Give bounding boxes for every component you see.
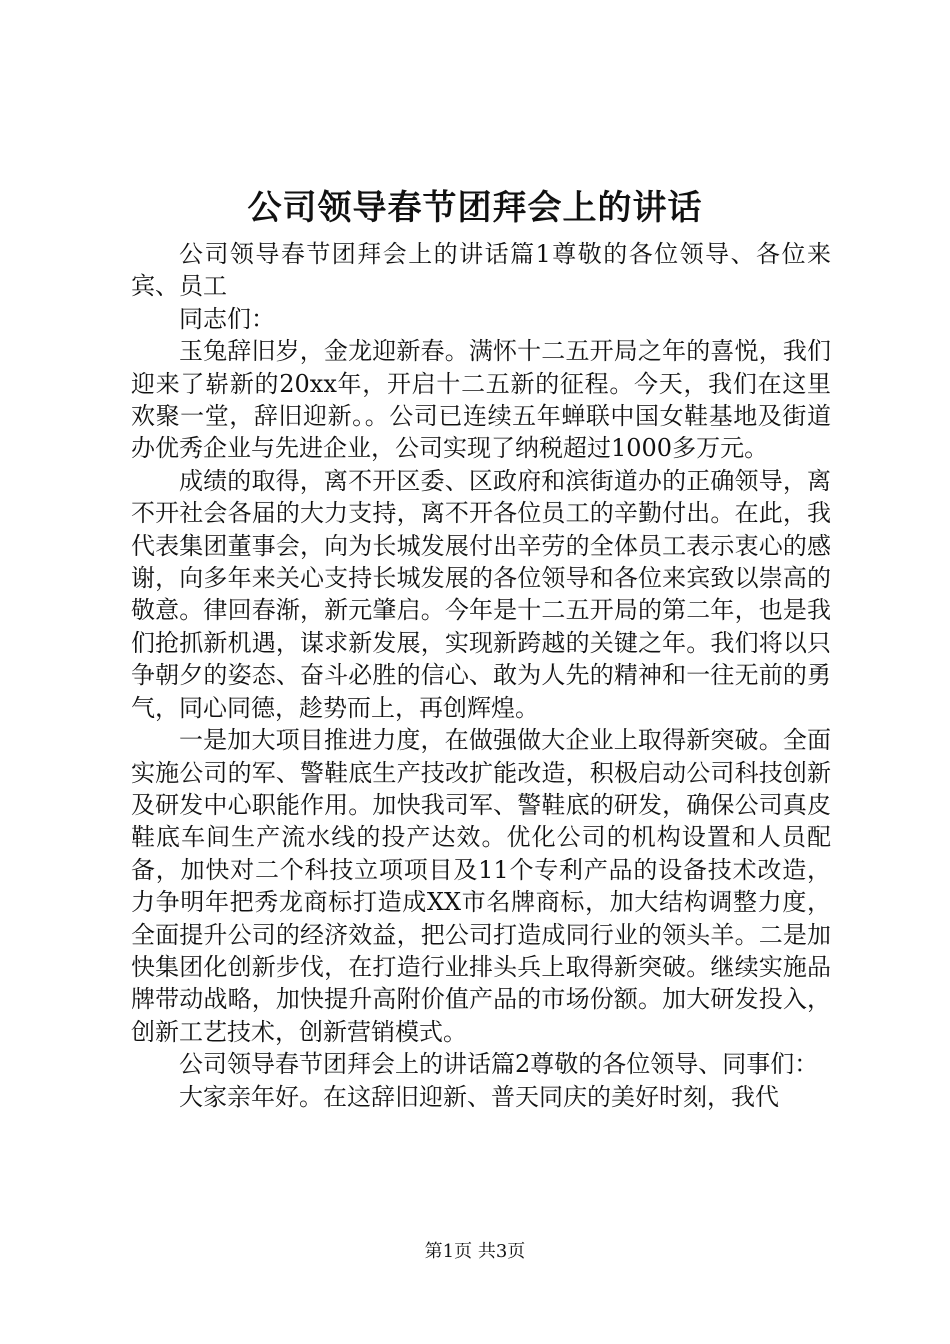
paragraph: 同志们： xyxy=(179,304,275,333)
document-title: 公司领导春节团拜会上的讲话 xyxy=(247,188,703,228)
paragraph: 大家亲年好。在这辞旧迎新、普天同庆的美好时刻，我代 xyxy=(179,1082,779,1111)
page-number-footer: 第1页 共3页 xyxy=(424,1241,526,1262)
document-body xyxy=(131,238,831,1113)
paragraph: 一是加大项目推进力度，在做强做大企业上取得新突破。全面实施公司的军、警鞋底生产技改扩能改造，积极启动公司科技创新及研发中心职能作用。加快我司军、警鞋底的研发，确保公司真皮鞋底车间生产流水线的投产达效。优化公司的机构设置和人员配备，加快对二个科技立项项目及11个专利产品的设备技术改造，力争明年把秀龙商标打造成XX市名牌商标，加大结构调整力度，全面提升公司的经济效益，把公司打造成同行业的领头羊。二是加快集团化创新步伐，在打造行业排头兵上取得新突破。继续实施品牌带动战略，加快提升高附价值产品的市场份额。加大研发投入，创新工艺技术，创新营销模式。 xyxy=(131,726,831,1046)
paragraph: 成绩的取得，离不开区委、区政府和滨街道办的正确领导，离不开社会各届的大力支持，离不开各位员工的辛勤付出。在此，我代表集团董事会，向为长城发展付出辛劳的全体员工表示衷心的感谢，向多年来关心支持长城发展的各位领导和各位来宾致以崇高的敬意。律回春渐，新元肇启。今年是十二五开局的第二年，也是我们抢抓新机遇，谋求新发展，实现新跨越的关键之年。我们将以只争朝夕的姿态、奋斗必胜的信心、敢为人先的精神和一往无前的勇气，同心同德，趁势而上，再创辉煌。 xyxy=(131,466,831,722)
paragraph: 公司领导春节团拜会上的讲话篇2尊敬的各位领导、同事们： xyxy=(179,1050,819,1079)
paragraph: 玉兔辞旧岁，金龙迎新春。满怀十二五开局之年的喜悦，我们迎来了崭新的20xx年，开启十二五新的征程。今天，我们在这里欢聚一堂，辞旧迎新。。公司已连续五年蝉联中国女鞋基地及街道办优秀企业与先进企业，公司实现了纳税超过1000多万元。 xyxy=(131,337,831,463)
paragraph: 公司领导春节团拜会上的讲话篇1尊敬的各位领导、各位来宾、员工 xyxy=(131,240,831,301)
